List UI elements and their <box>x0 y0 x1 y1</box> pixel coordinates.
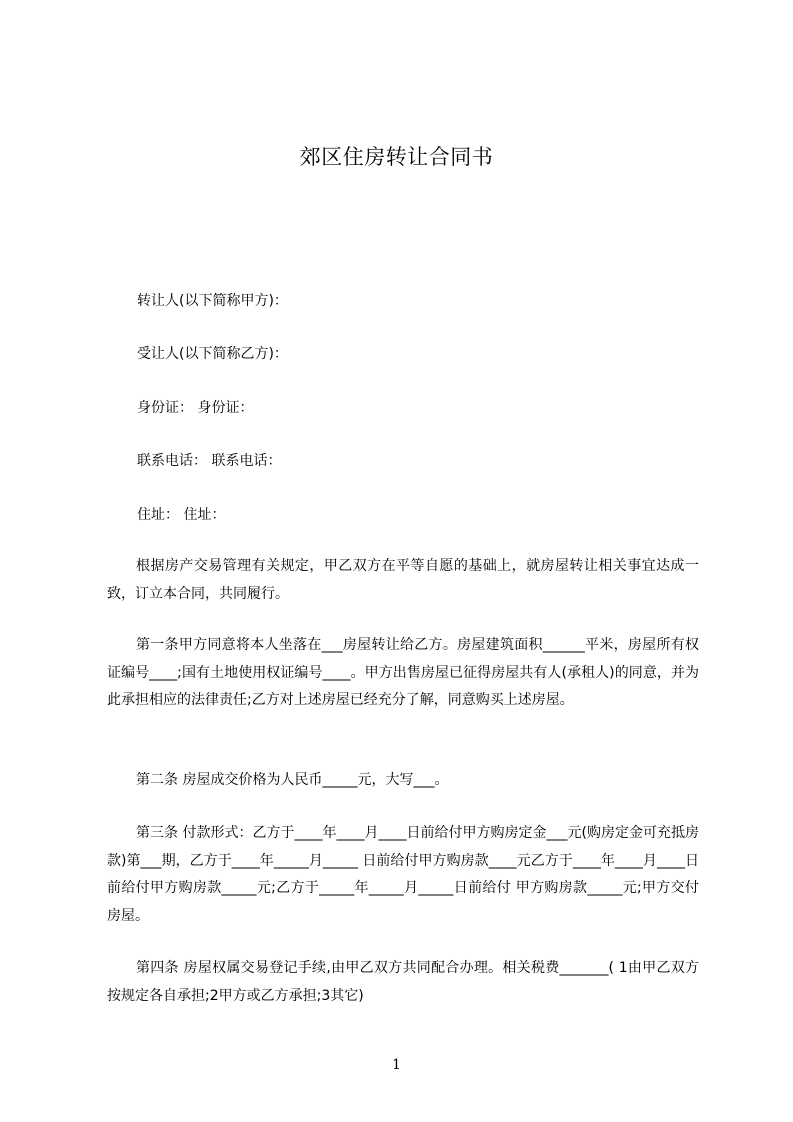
article-3-paragraph: 第三条 付款形式：乙方于____年____月____日前给付甲方购房定金___元(购房定金可充抵房款)第___期，乙方于____年_____月_____ 日前给付甲方购房款____元乙方于____年____月____日前给付甲方购房款_____元;乙方于_____年_____月_____日前给付 甲方购房款_____元;甲方交付房屋。 <box>107 825 699 924</box>
transferee-line: 受让人(以下简称乙方)： <box>137 346 288 362</box>
article-2-paragraph: 第二条 房屋成交价格为人民币_____元，大写___。 <box>136 772 449 788</box>
transferor-line: 转让人(以下简称甲方)： <box>137 293 288 309</box>
article-4-paragraph: 第四条 房屋权属交易登记手续,由甲乙双方共同配合办理。相关税费_______( 1由甲乙双方按规定各自承担;2甲方或乙方承担;3其它) <box>107 960 699 1004</box>
article-1-paragraph: 第一条甲方同意将本人坐落在___房屋转让给乙方。房屋建筑面积______平米，房屋所有权证编号____;国有土地使用权证编号____。甲方出售房屋已征得房屋共有人(承租人)的同意，并为此承担相应的法律责任;乙方对上述房屋已经充分了解，同意购买上述房屋。 <box>107 637 699 708</box>
phone-line: 联系电话： 联系电话： <box>137 453 282 469</box>
page-number: 1 <box>392 1057 401 1073</box>
id-card-line: 身份证： 身份证： <box>137 400 254 416</box>
document-title: 郊区住房转让合同书 <box>299 145 494 169</box>
address-line: 住址： 住址： <box>137 507 226 523</box>
preamble-paragraph: 根据房产交易管理有关规定，甲乙双方在平等自愿的基础上，就房屋转让相关事宜达成一致，订立本合同，共同履行。 <box>107 558 699 602</box>
